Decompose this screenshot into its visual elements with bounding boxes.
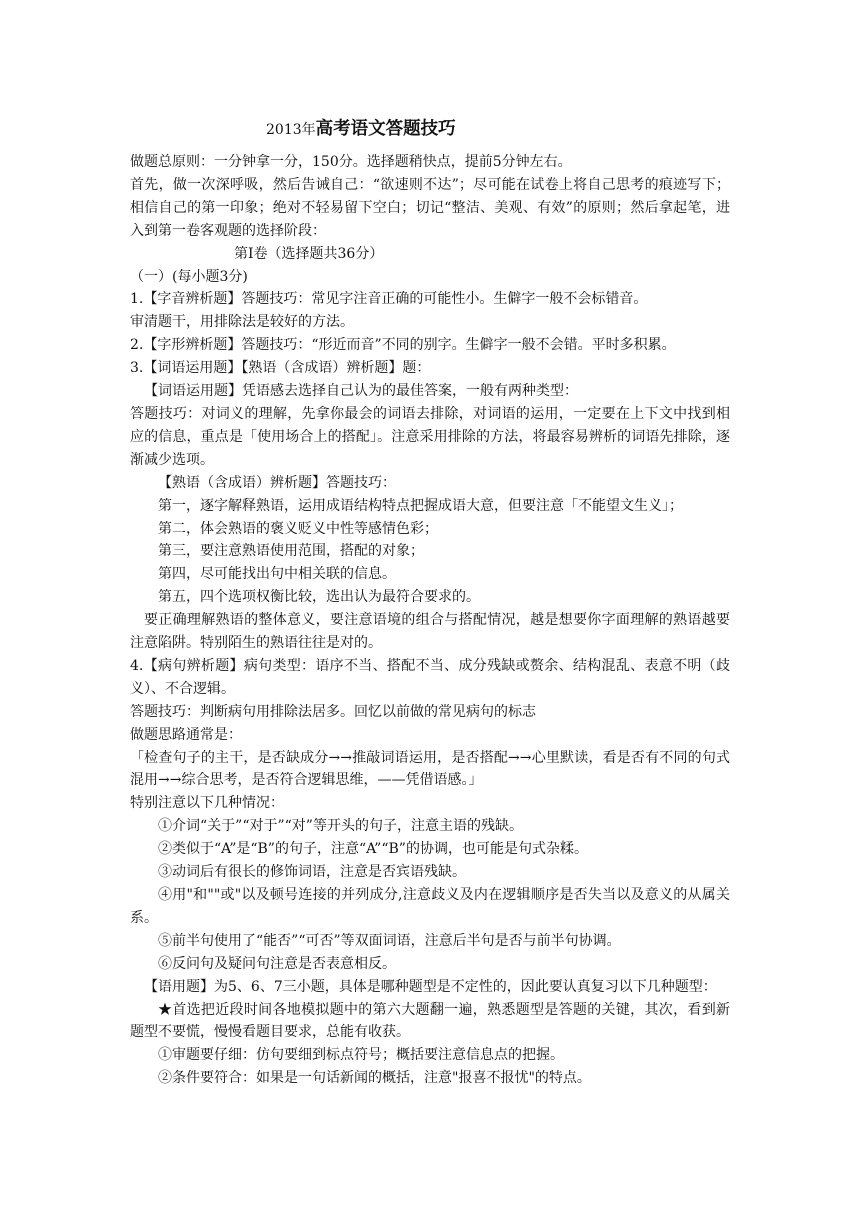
idiom-heading: 【熟语（含成语）辨析题】答题技巧：: [158, 474, 396, 491]
document-page: [130, 114, 730, 1090]
section-heading: 第Ⅰ卷（选择题共36分）: [234, 245, 384, 262]
principle-line: 做题总原则：一分钟拿一分，150分。选择题稍快点，提前5分钟左右。: [130, 154, 572, 170]
title-main: 高考语文答题技巧: [315, 119, 456, 139]
special-note-5: ⑤前半句使用了“能否”“可否”等双面词语，注意后半句是否与前半句协调。: [158, 932, 621, 949]
language-use-point-2: ②条件要符合：如果是一句话新闻的概括，注意"报喜不报忧"的特点。: [158, 1070, 591, 1087]
item-4-heading: 4.【病句辨析题】病句类型：语序不当、搭配不当、成分残缺或赘余、结构混乱、表意不明（歧义）、不合逻辑。: [130, 657, 730, 697]
special-notes-heading: 特别注意以下几种情况：: [130, 795, 284, 812]
special-note-2: ②类似于“A”是“B”的句子，注意“A”“B”的协调，也可能是句式杂糅。: [158, 841, 588, 858]
approach-heading: 做题思路通常是：: [130, 726, 242, 743]
idiom-tip-5: 第五，四个选项权衡比较，选出认为最符合要求的。: [158, 589, 480, 606]
item-1-note: 审清题干，用排除法是较好的方法。: [130, 314, 354, 331]
special-note-6: ⑥反问句及疑问句注意是否表意相反。: [158, 955, 396, 972]
intro-paragraph: 首先，做一次深呼吸，然后告诫自己：“欲速则不达”；尽可能在试卷上将自己思考的痕迹写下；相信自己的第一印象；绝对不轻易留下空白；切记“整洁、美观、有效”的原则；然后拿起笔，进入到第一卷客观题的选择阶段：: [130, 176, 730, 239]
language-use-heading: 【语用题】为5、6、7三小题，具体是哪种题型是不定性的，因此要认真复习以下几种题型：: [144, 978, 717, 995]
idiom-tip-1: 第一，逐字解释熟语，运用成语结构特点把握成语大意，但要注意「不能望文生义」；: [158, 497, 683, 514]
title-year: 2013年: [266, 122, 316, 138]
document-title: [266, 114, 730, 145]
special-note-1: ①介词“关于”“对于”“对”等开头的句子，注意主语的残缺。: [158, 818, 523, 835]
idiom-tip-3: 第三，要注意熟语使用范围，搭配的对象；: [158, 543, 424, 560]
approach-steps: 「检查句子的主干，是否缺成分→→推敲词语运用，是否搭配→→心里默读，看是否有不同的句式混用→→综合思考，是否符合逻辑思维，——凭借语感。」: [130, 749, 730, 789]
item-3-heading: 3.【词语运用题】【熟语（含成语）辨析题】题：: [130, 360, 431, 377]
idiom-tip-2: 第二，体会熟语的褒义贬义中性等感情色彩；: [158, 520, 438, 537]
word-usage-heading: 【词语运用题】凭语感去选择自己认为的最佳答案，一般有两种类型：: [144, 383, 578, 400]
language-use-point-1: ①审题要仔细：仿句要细到标点符号；概括要注意信息点的把握。: [158, 1047, 564, 1064]
subsection-heading: （一）(每小题3分): [130, 268, 248, 285]
special-note-4: ④用"和""或"以及顿号连接的并列成分,注意歧义及内在逻辑顺序是否失当以及意义的从属关系。: [130, 887, 730, 926]
item-4-tips: 答题技巧：判断病句用排除法居多。回忆以前做的常见病句的标志: [130, 703, 536, 720]
language-use-tip: ★首选把近段时间各地模拟题中的第六大题翻一遍，熟悉题型是答题的关键，其次，看到新题型不要慌，慢慢看题目要求，总能有收获。: [130, 1001, 730, 1041]
idiom-summary: 要正确理解熟语的整体意义，要注意语境的组合与搭配情况，越是想要你字面理解的熟语越要注意陷阱。特别陌生的熟语往往是对的。: [130, 612, 730, 652]
item-2-heading: 2.【字形辨析题】答题技巧：“形近而音”不同的别字。生僻字一般不会错。平时多积累。: [130, 337, 676, 354]
special-note-3: ③动词后有很长的修饰词语，注意是否宾语残缺。: [158, 864, 466, 881]
item-1-heading: 1.【字音辨析题】答题技巧：常见字注音正确的可能性小。生僻字一般不会标错音。: [130, 291, 648, 308]
word-usage-tips: 答题技巧：对词义的理解，先拿你最会的词语去排除，对词语的运用，一定要在上下文中找到相应的信息，重点是「使用场合上的搭配」。注意采用排除的方法，将最容易辨析的词语先排除，逐渐减少选项。: [130, 405, 730, 468]
idiom-tip-4: 第四，尽可能找出句中相关联的信息。: [158, 566, 396, 583]
